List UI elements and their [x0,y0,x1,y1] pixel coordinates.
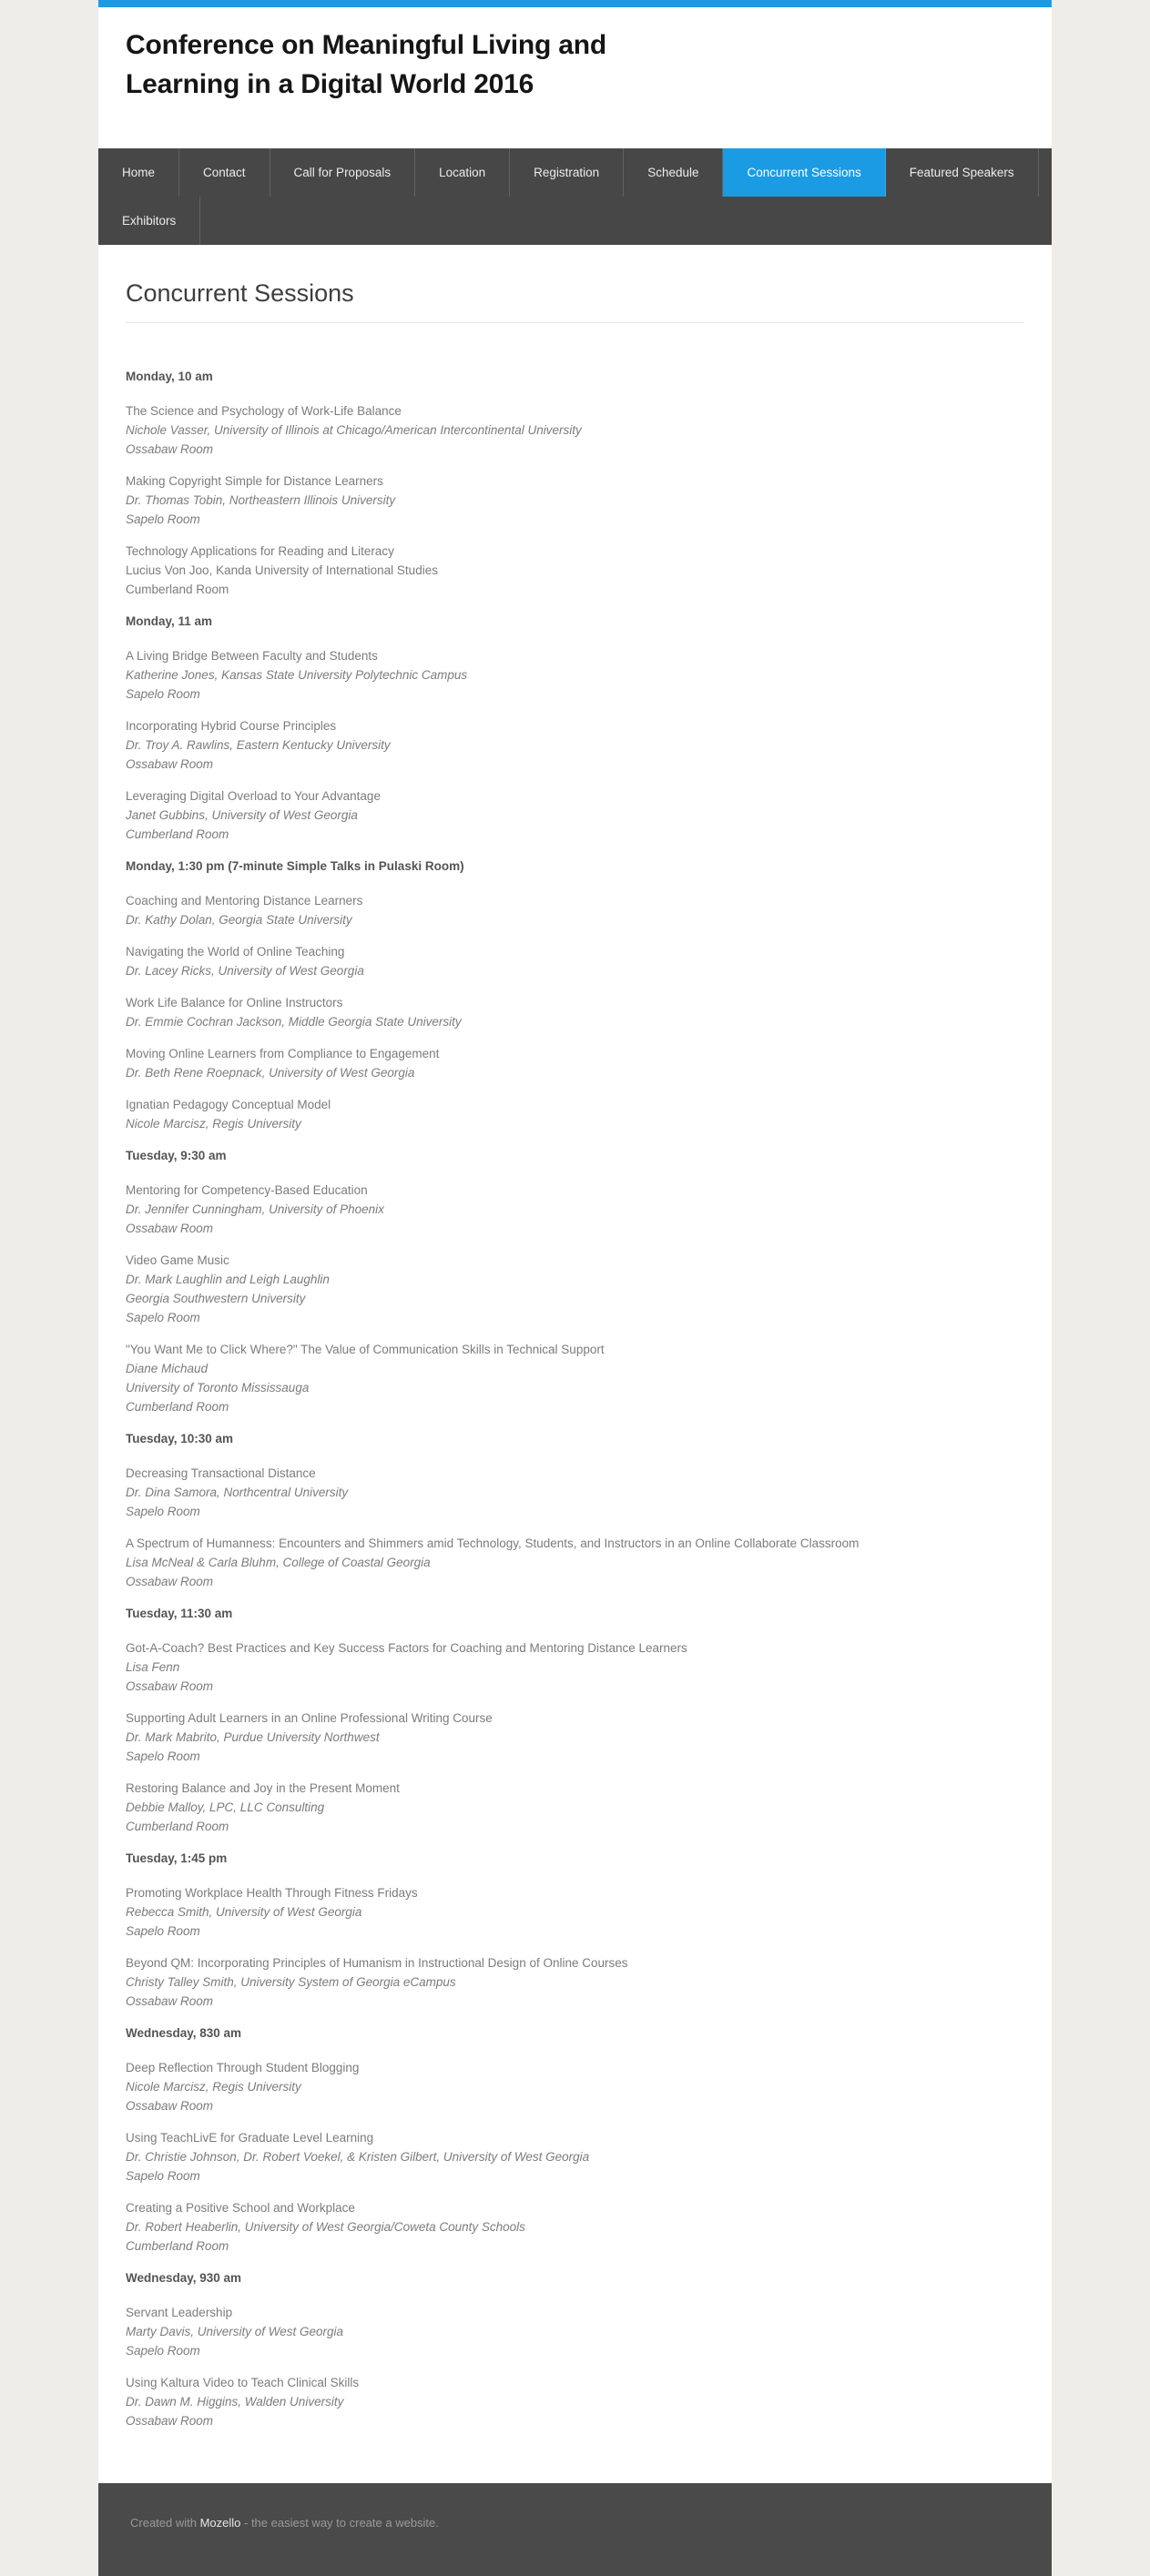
session-detail: Dr. Thomas Tobin, Northeastern Illinois University [126,493,396,507]
session-detail: Nicole Marcisz, Regis University [126,1117,301,1131]
session-title: Navigating the World of Online Teaching [126,945,345,958]
session-detail: Nicole Marcisz, Regis University [126,2080,301,2094]
sessions-list [126,323,1024,2430]
session-title: Moving Online Learners from Compliance to Engagement [126,1047,440,1060]
session-detail: Ossabaw Room [126,2099,214,2113]
session-block [126,1095,1024,1133]
main-content [98,245,1052,2483]
session-block [126,1883,1024,1941]
session-detail: Dr. Jennifer Cunningham, University of Phoenix [126,1202,384,1216]
footer-credit-suffix: - the easiest way to create a website. [240,2516,439,2530]
session-detail: Sapelo Room [126,2169,200,2183]
session-detail: Ossabaw Room [126,1222,214,1235]
nav-item-location[interactable]: Location [415,148,510,197]
session-detail: Dr. Emmie Cochran Jackson, Middle Georgia State University [126,1015,462,1029]
session-block [126,1638,1024,1696]
session-detail: University of Toronto Mississauga [126,1381,310,1394]
session-detail: Ossabaw Room [126,442,214,456]
session-detail: Cumberland Room [126,1820,229,1833]
session-detail: Sapelo Room [126,687,200,701]
session-detail: Dr. Beth Rene Roepnack, University of West Georgia [126,1066,415,1080]
session-detail: Dr. Mark Laughlin and Leigh Laughlin [126,1273,330,1286]
session-title: Video Game Music [126,1253,229,1267]
session-detail: Sapelo Room [126,1505,200,1518]
session-detail: Sapelo Room [126,1749,200,1763]
session-detail: Lucius Von Joo, Kanda University of International Studies [126,563,438,577]
session-detail: Georgia Southwestern University [126,1292,306,1305]
nav-item-home[interactable]: Home [98,148,179,197]
day-header: Tuesday, 9:30 am [126,1149,227,1162]
mozello-link[interactable]: Mozello [199,2516,241,2530]
session-title: Got-A-Coach? Best Practices and Key Success Factors for Coaching and Mentoring Distance Learners [126,1641,687,1655]
day-header: Tuesday, 1:45 pm [126,1851,228,1865]
session-detail: Dr. Robert Heaberlin, University of West Georgia/Coweta County Schools [126,2220,525,2234]
session-block [126,1709,1024,1766]
site-title-line2: Learning in a Digital World 2016 [126,69,534,99]
session-title: Incorporating Hybrid Course Principles [126,719,337,733]
session-detail: Dr. Kathy Dolan, Georgia State University [126,913,352,927]
session-detail: Christy Talley Smith, University System of Georgia eCampus [126,1975,456,1989]
site-title [126,25,1024,104]
session-detail: Cumberland Room [126,1400,229,1414]
session-title: Deep Reflection Through Student Blogging [126,2061,360,2074]
session-block [126,716,1024,774]
nav-row [98,148,1052,197]
site-header [98,7,1052,148]
nav-item-schedule[interactable]: Schedule [624,148,723,197]
session-detail: Marty Davis, University of West Georgia [126,2325,344,2338]
session-block [126,1181,1024,1238]
session-block [126,401,1024,459]
session-title: Creating a Positive School and Workplace [126,2201,355,2215]
session-block [126,1534,1024,1591]
session-title: Mentoring for Competency-Based Education [126,1183,368,1197]
session-title: Leveraging Digital Overload to Your Advantage [126,789,381,803]
nav-row [98,197,1052,245]
session-title: Making Copyright Simple for Distance Learners [126,474,383,488]
session-detail: Diane Michaud [126,1362,209,1375]
session-detail: Sapelo Room [126,1924,200,1938]
day-header: Wednesday, 830 am [126,2026,242,2040]
nav-item-exhibitors[interactable]: Exhibitors [98,197,200,245]
session-detail: Ossabaw Room [126,757,214,771]
footer-credit-prefix: Created with [130,2516,200,2530]
session-detail: Dr. Mark Mabrito, Purdue University Northwest [126,1730,380,1744]
nav-item-call-for-proposals[interactable]: Call for Proposals [270,148,416,197]
session-block [126,993,1024,1031]
session-detail: Dr. Troy A. Rawlins, Eastern Kentucky University [126,738,391,752]
session-detail: Ossabaw Room [126,2414,214,2428]
page-footer [98,2483,1052,2576]
session-block [126,1779,1024,1836]
session-block [126,2373,1024,2430]
session-block [126,1251,1024,1327]
session-block [126,2128,1024,2186]
session-detail: Sapelo Room [126,512,200,526]
content-column [98,0,1052,2576]
session-detail: Cumberland Room [126,827,229,841]
footer-credit [130,2513,1020,2532]
page-title: Concurrent Sessions [126,279,354,307]
session-detail: Ossabaw Room [126,1679,214,1693]
day-header: Monday, 10 am [126,370,213,383]
site-title-line1: Conference on Meaningful Living and [126,30,607,60]
session-title: Coaching and Mentoring Distance Learners [126,894,363,908]
session-block [126,2058,1024,2115]
session-block [126,472,1024,529]
session-title: Servant Leadership [126,2306,233,2319]
nav-item-concurrent-sessions[interactable]: Concurrent Sessions [723,148,885,197]
session-detail: Dr. Dawn M. Higgins, Walden University [126,2395,344,2409]
session-detail: Dr. Dina Samora, Northcentral University [126,1486,349,1499]
session-block [126,1464,1024,1521]
session-block [126,1044,1024,1082]
session-detail: Cumberland Room [126,583,229,596]
day-header: Tuesday, 11:30 am [126,1607,233,1620]
session-block [126,2303,1024,2360]
session-detail: Ossabaw Room [126,1575,214,1588]
main-nav [98,148,1052,245]
top-accent-bar [98,0,1052,7]
session-title: A Spectrum of Humanness: Encounters and Shimmers amid Technology, Students, and Instructors in an Online Collaborate Classroom [126,1536,860,1550]
session-block [126,1340,1024,1416]
session-title: A Living Bridge Between Faculty and Students [126,649,378,663]
day-header: Monday, 1:30 pm (7-minute Simple Talks in Pulaski Room) [126,859,464,873]
session-block [126,2198,1024,2256]
session-detail: Sapelo Room [126,2344,200,2358]
session-title: Decreasing Transactional Distance [126,1466,316,1480]
session-detail: Ossabaw Room [126,1994,214,2008]
session-detail: Dr. Christie Johnson, Dr. Robert Voekel, & Kristen Gilbert, University of West Georgia [126,2150,590,2164]
session-detail: Katherine Jones, Kansas State University Polytechnic Campus [126,668,468,682]
session-block [126,786,1024,844]
session-title: Supporting Adult Learners in an Online Professional Writing Course [126,1711,493,1725]
session-detail: Cumberland Room [126,2239,229,2253]
nav-item-featured-speakers[interactable]: Featured Speakers [886,148,1039,197]
session-detail: Janet Gubbins, University of West Georgia [126,808,358,822]
day-header: Monday, 11 am [126,614,213,628]
session-title: Ignatian Pedagogy Conceptual Model [126,1098,331,1111]
session-title: Using Kaltura Video to Teach Clinical Skills [126,2376,360,2389]
session-block [126,542,1024,599]
session-detail: Nichole Vasser, University of Illinois at Chicago/American Intercontinental University [126,423,582,437]
session-title: Using TeachLivE for Graduate Level Learning [126,2131,374,2145]
nav-item-registration[interactable]: Registration [510,148,624,197]
session-detail: Lisa Fenn [126,1660,180,1674]
session-title: Technology Applications for Reading and Literacy [126,544,394,558]
session-title: Restoring Balance and Joy in the Present Moment [126,1781,400,1795]
session-title: "You Want Me to Click Where?" The Value of Communication Skills in Technical Support [126,1343,605,1356]
day-header: Tuesday, 10:30 am [126,1432,234,1445]
session-detail: Dr. Lacey Ricks, University of West Georgia [126,964,364,978]
session-title: The Science and Psychology of Work-Life Balance [126,404,402,418]
session-detail: Rebecca Smith, University of West Georgia [126,1905,362,1919]
session-detail: Lisa McNeal & Carla Bluhm, College of Coastal Georgia [126,1556,431,1569]
session-block [126,891,1024,929]
day-header: Wednesday, 930 am [126,2271,242,2285]
nav-item-contact[interactable]: Contact [179,148,270,197]
session-title: Promoting Workplace Health Through Fitness Fridays [126,1886,418,1900]
session-detail: Debbie Malloy, LPC, LLC Consulting [126,1800,325,1814]
session-title: Beyond QM: Incorporating Principles of Humanism in Instructional Design of Online Courses [126,1956,628,1970]
session-block [126,646,1024,704]
session-detail: Sapelo Room [126,1311,200,1324]
session-block [126,942,1024,980]
session-title: Work Life Balance for Online Instructors [126,996,343,1009]
session-block [126,1953,1024,2011]
